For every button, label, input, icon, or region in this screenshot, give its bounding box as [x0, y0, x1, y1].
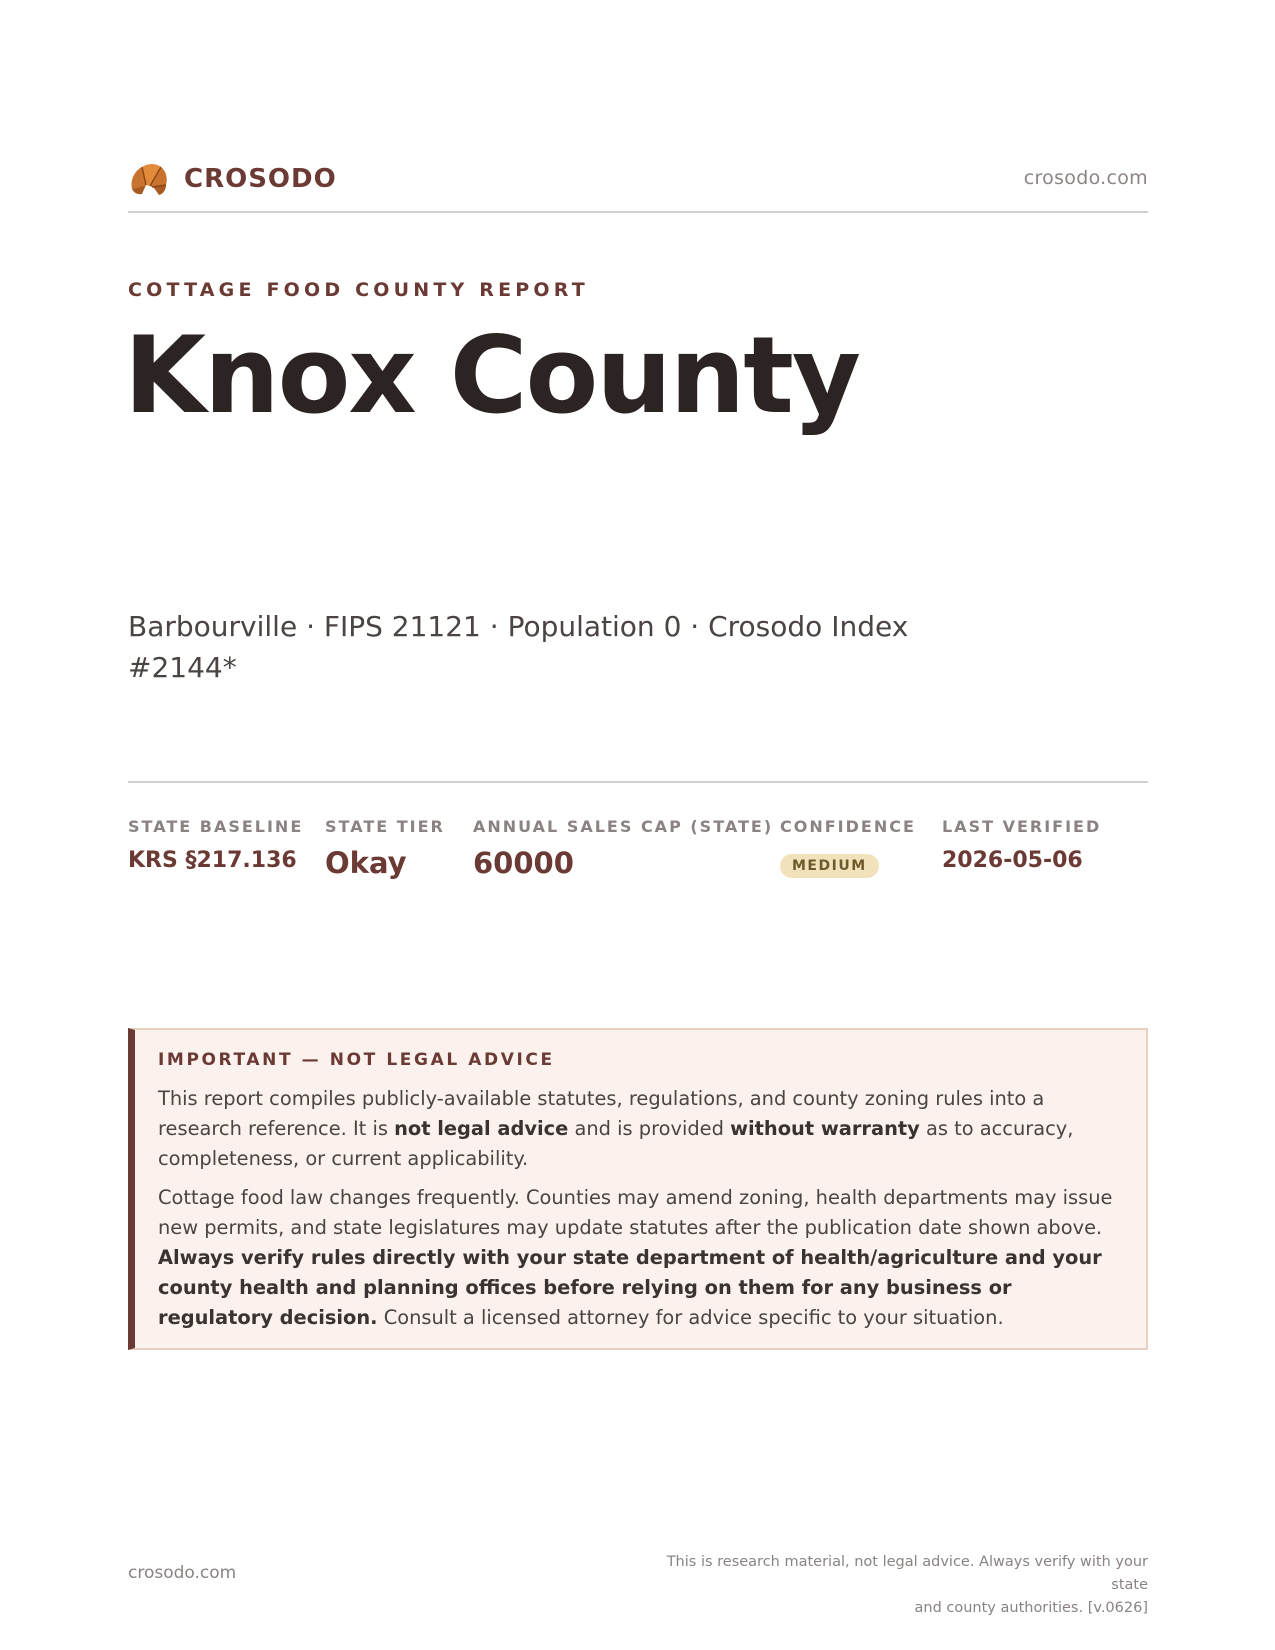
- footer-disclaimer-line: This is research material, not legal advice. Always verify with your state: [666, 1554, 1148, 1593]
- footer-disclaimer-line: and county authorities. [v.0626]: [914, 1600, 1148, 1616]
- stat-label: CONFIDENCE: [780, 817, 916, 836]
- stat-label: STATE BASELINE: [128, 817, 304, 836]
- stat-label: ANNUAL SALES CAP (STATE): [473, 817, 774, 836]
- brand-name: CROSODO: [184, 164, 337, 194]
- notice-text: This report compiles publicly-available statutes, regulations, and county zoning rules into a research reference. It is: [158, 1087, 1045, 1140]
- stat-state-baseline: [128, 817, 303, 873]
- notice-heading: IMPORTANT — NOT LEGAL ADVICE: [158, 1050, 555, 1070]
- stat-value: 2026-05-06: [942, 848, 1083, 873]
- stat-label: STATE TIER: [325, 817, 445, 836]
- brand[interactable]: [128, 159, 337, 199]
- notice-text: Consult a licensed attorney for advice specific to your situation.: [377, 1306, 1004, 1329]
- notice-paragraph-2: [158, 1183, 1126, 1333]
- footer-site-url[interactable]: crosodo.com: [128, 1563, 237, 1583]
- notice-text: as to accuracy, completeness, or current applicability.: [158, 1117, 1074, 1170]
- stat-state-tier: [325, 817, 445, 880]
- stat-value: Okay: [325, 846, 407, 880]
- stat-value: KRS §217.136: [128, 848, 297, 873]
- legal-notice: [128, 1028, 1148, 1350]
- notice-emphasis: without warranty: [730, 1117, 920, 1140]
- page-header: [128, 155, 1148, 213]
- report-kicker: COTTAGE FOOD COUNTY REPORT: [128, 279, 589, 301]
- notice-emphasis: not legal advice: [394, 1117, 569, 1140]
- notice-emphasis: Always verify rules directly with your state department of health/agriculture and your county health and planning offices before relying on them for any business or regulatory decision.: [158, 1246, 1102, 1329]
- stat-confidence: [780, 817, 916, 878]
- page-title: Knox County: [124, 314, 860, 437]
- stat-value: 60000: [473, 846, 574, 880]
- stat-sales-cap: [473, 817, 773, 880]
- notice-text: and is provided: [568, 1117, 731, 1140]
- footer-disclaimer: [628, 1551, 1148, 1620]
- report-subtitle: Barbourville · FIPS 21121 · Population 0 · Crosodo Index #2144*: [128, 610, 909, 684]
- section-divider: [128, 781, 1148, 783]
- notice-paragraph-1: [158, 1084, 1126, 1174]
- confidence-badge: MEDIUM: [780, 854, 879, 878]
- croissant-icon: [128, 159, 170, 199]
- notice-text: Cottage food law changes frequently. Counties may amend zoning, health departments may issue new permits, and state legislatures may update statutes after the publication date shown above.: [158, 1186, 1113, 1239]
- report-page: [124, 0, 1148, 1650]
- header-site-url[interactable]: crosodo.com: [1023, 167, 1148, 189]
- stat-label: LAST VERIFIED: [942, 817, 1102, 836]
- stat-last-verified: [942, 817, 1101, 873]
